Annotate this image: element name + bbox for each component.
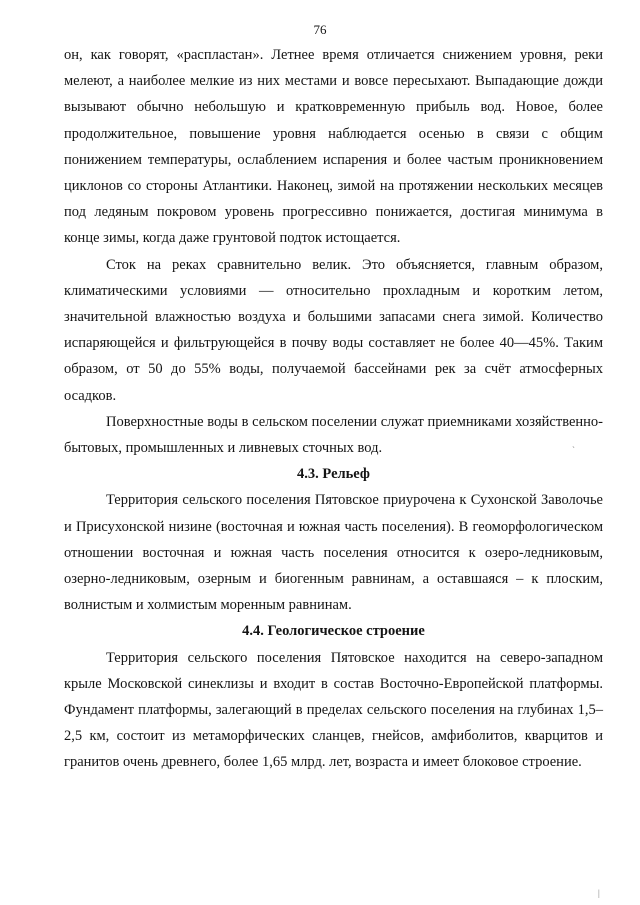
paragraph-relief: Территория сельского поселения Пятовское приурочена к Сухонской Заволочье и Присухонской низине (восточная и южная часть поселения). В геоморфологическом отношении восточная и южная часть поселения относится к озеро-ледниковым, озерно-ледниковым, озерным и биогенным равнинам, а оставшаяся – к плоским, волнистым и холмистым моренным равнинам. (64, 492, 603, 614)
paragraph-water-regime: он, как говорят, «распластан». Летнее время отличается снижением уровня, реки мелеют, а наиболее мелкие из них местами и вовсе пересыхают. Выпадающие дожди вызывают обычно небольшую и кратковременную прибыль вод. Новое, более продолжительное, повышение уровня наблюдается осенью в связи с общим понижением температуры, ослаблением испарения и более частым проникновением циклонов со стороны Атлантики. Наконец, зимой на протяжении нескольких месяцев под ледяным покровом уровень прогрессивно понижается, достигая минимума в конце зимы, когда даже грунтовой подток истощается. (64, 47, 603, 247)
paragraph-surface-waters: Поверхностные воды в сельском поселении служат приемниками хозяйственно-бытовых, промышленных и ливневых сточных вод. (64, 413, 603, 457)
scan-tick-mark: | (598, 888, 600, 898)
paragraph-geology: Территория сельского поселения Пятовское находится на северо-западном крыле Московской синеклизы и входит в состав Восточно-Европейской платформы. Фундамент платформы, залегающий в пределах сельского поселения на глубинах 1,5–2,5 км, состоит из метаморфических сланцев, гнейсов, амфиболитов, кварцитов и гранитов очень древнего, более 1,65 млрд. лет, возраста и имеет блоковое строение. (64, 649, 603, 771)
paragraph-river-runoff: Сток на реках сравнительно велик. Это объясняется, главным образом, климатическими условиями — относительно прохладным и коротким летом, значительной влажностью воздуха и большими запасами снега зимой. Количество испаряющейся и фильтрующейся в почву воды составляет не более 40—45%. Таким образом, от 50 до 55% воды, получаемой бассейнами рек за счёт атмосферных осадков. (64, 256, 603, 404)
scan-speck-mark: ˏ (572, 438, 575, 448)
section-heading-geology: 4.4. Геологическое строение (242, 623, 425, 640)
page-number: 76 (313, 22, 327, 37)
section-heading-relief: 4.3. Рельеф (297, 466, 370, 483)
document-body (64, 42, 603, 776)
